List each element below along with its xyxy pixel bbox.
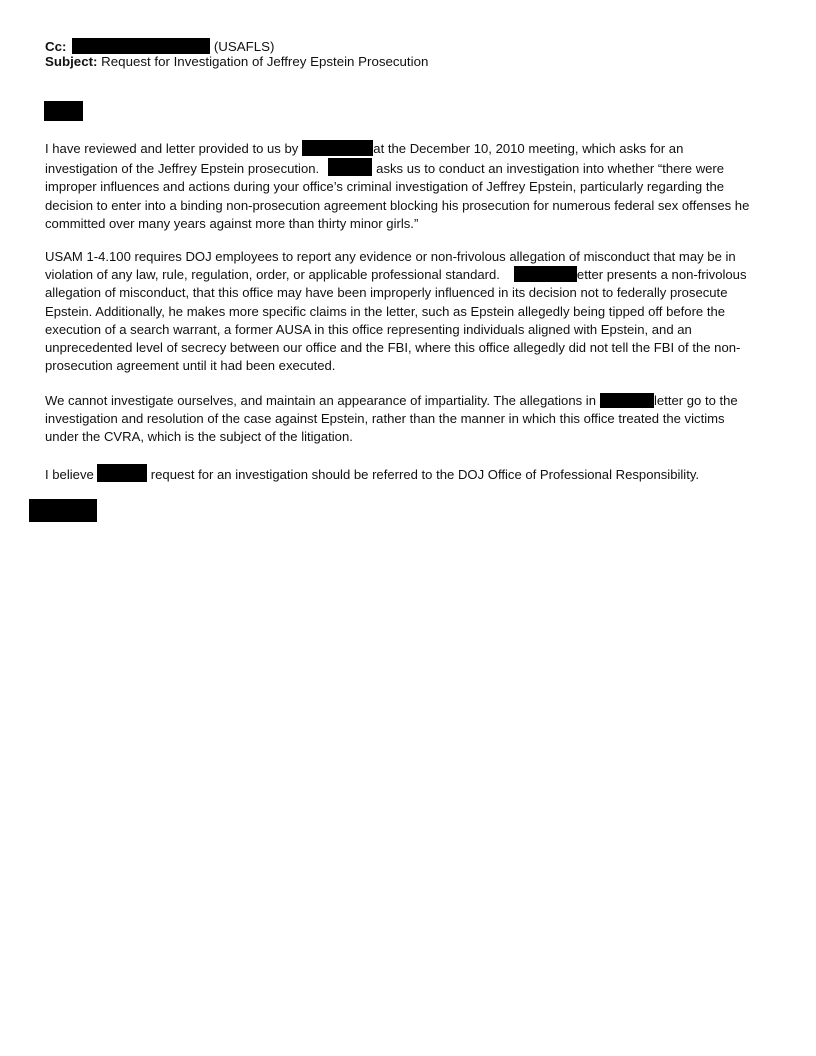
text-segment: letter go to the xyxy=(654,393,738,408)
paragraph-3-line-1 xyxy=(45,392,775,410)
redaction-sender-name xyxy=(97,464,147,482)
text-segment: violation of any law, rule, regulation, order, or applicable professional standard. xyxy=(45,267,500,283)
paragraph-1-line-3: improper influences and actions during your office’s criminal investigation of Jeffrey Epstein, particularly regarding the xyxy=(45,179,725,195)
paragraph-1-line-1 xyxy=(45,140,775,158)
subject-line xyxy=(45,54,428,70)
paragraph-2-line-5: execution of a search warrant, a former AUSA in this office representing individuals aligned with Epstein, and an xyxy=(45,321,692,337)
text-segment: I have reviewed and letter provided to us by xyxy=(45,141,299,156)
text-segment: investigation of the Jeffrey Epstein prosecution. xyxy=(45,161,320,177)
text-segment: at the December 10, 2010 meeting, which asks for an xyxy=(373,141,684,156)
paragraph-2-line-3: allegation of misconduct, that this office may have been improperly influenced in its decision not to federally prosecute xyxy=(45,285,728,301)
paragraph-3-line-3: under the CVRA, which is the subject of the litigation. xyxy=(45,429,353,445)
subject-value: Request for Investigation of Jeffrey Epstein Prosecution xyxy=(101,54,429,69)
text-segment: I believe xyxy=(45,467,94,482)
redaction-sender-name xyxy=(328,158,372,176)
paragraph-1-line-2 xyxy=(45,158,775,178)
cc-suffix: (USAFLS) xyxy=(213,39,275,54)
redaction-sender-name xyxy=(514,266,577,282)
paragraph-4-line-1 xyxy=(45,464,775,484)
paragraph-3-line-2: investigation and resolution of the case against Epstein, rather than the manner in which this office treated the victims xyxy=(45,411,725,427)
paragraph-1 xyxy=(45,140,775,233)
subject-label: Subject: xyxy=(45,54,98,69)
paragraph-4 xyxy=(45,464,775,484)
redaction-salutation xyxy=(44,101,83,121)
paragraph-2-line-2 xyxy=(45,266,775,284)
text-segment: request for an investigation should be referred to the DOJ Office of Professional Responsibility. xyxy=(150,467,700,482)
cc-label: Cc: xyxy=(45,39,67,54)
paragraph-2-line-1: USAM 1-4.100 requires DOJ employees to report any evidence or non-frivolous allegation of misconduct that may be in xyxy=(45,249,736,264)
redaction-signature xyxy=(29,499,97,522)
cc-line xyxy=(45,38,274,55)
redaction-cc-name xyxy=(72,38,210,54)
paragraph-2 xyxy=(45,248,775,375)
paragraph-2-line-4: Epstein. Additionally, he makes more specific claims in the letter, such as Epstein allegedly being tipped off before the xyxy=(45,303,726,319)
paragraph-2-line-6: unprecedented level of secrecy between our office and the FBI, where this office allegedly did not tell the FBI of the non- xyxy=(45,340,741,356)
redaction-sender-name xyxy=(600,393,654,408)
paragraph-2-line-7: prosecution agreement until it had been executed. xyxy=(45,358,336,374)
text-segment: We cannot investigate ourselves, and maintain an appearance of impartiality. The allegations in xyxy=(45,393,596,408)
paragraph-1-line-4: decision to enter into a binding non-prosecution agreement blocking his prosecution for numerous federal sex offenses he xyxy=(45,197,750,213)
paragraph-1-line-5: committed over many years against more than thirty minor girls.” xyxy=(45,215,419,231)
text-segment: asks us to conduct an investigation into whether “there were xyxy=(376,161,725,177)
text-segment: etter presents a non-frivolous xyxy=(576,267,747,283)
redaction-sender-name xyxy=(302,140,373,156)
paragraph-3 xyxy=(45,392,775,447)
